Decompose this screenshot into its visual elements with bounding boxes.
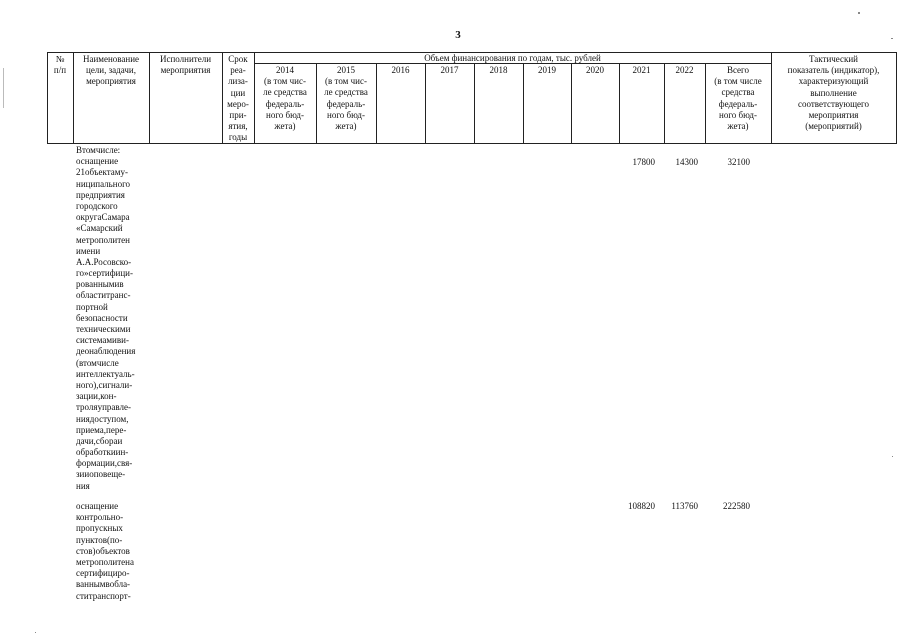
row-line [76,212,148,223]
word: сертифици- [88,268,133,279]
row-line [76,279,148,290]
row-line: техническими [76,324,131,334]
word: 21 [76,167,85,178]
word: Самара [101,212,130,223]
scan-speck [891,38,893,39]
row-line: портной [76,301,108,312]
header-text: ции [230,87,246,98]
row-line [76,380,148,391]
word: транспорт- [88,590,131,601]
row-line: ниципального [76,178,131,189]
row-line: деонаблюдения [76,346,136,357]
word: сбора [95,435,118,446]
word: оповеще- [89,469,126,480]
header-text: ного бюд- [327,109,365,120]
row-line: оснащение [76,501,119,511]
word: ного), [76,379,99,390]
header-year-2022: 2022 [675,65,694,75]
word: ванным [76,579,106,590]
header-year-2021: 2021 [632,65,651,75]
header-text: характеризующий [798,76,869,87]
header-funding-title: Объем финансирования по годам, тыс. рублей [424,53,601,63]
page-number: 3 [455,29,461,41]
row-line [76,335,148,346]
word: том [83,357,97,368]
row-line [76,358,148,369]
row-1-value-total: 32100 [727,157,750,167]
header-text: при- [229,110,247,121]
word: формации, [76,458,118,469]
row-line: имени [76,245,101,256]
word: рованными [76,279,120,290]
row-line [76,167,148,178]
header-text: Исполнители [159,54,212,64]
header-year-2017: 2017 [440,65,459,75]
scan-speck [3,68,4,108]
word: объекта [85,167,115,178]
row-line [76,591,148,602]
header-year-2014 [254,65,316,132]
header-text: (в том чис- [264,76,306,87]
row-2-value-total: 222580 [723,501,750,511]
row-1-value-2022: 14300 [675,157,698,167]
row-2-value-2022: 113760 [671,501,698,511]
word: округа [76,212,102,223]
header-text: федераль- [326,98,366,109]
row-line [76,436,148,447]
word: и [117,435,123,446]
word: области [76,290,107,301]
header-text: ного бюд- [266,109,304,120]
header-text: ятия, [228,121,248,132]
header-col-number [47,54,73,76]
header-text: мероприятия [86,76,136,87]
row-line [76,579,148,590]
header-year-2020: 2020 [586,65,604,75]
word: сигнали- [98,379,133,390]
row-line [76,546,148,557]
header-text: Тактический [808,54,859,64]
word: ин- [115,447,129,458]
row-line [76,414,148,425]
word: доступом, [89,413,129,424]
header-text: мероприятия [808,110,859,121]
header-indicator [771,54,896,132]
row-line [76,290,148,301]
word: ви- [116,335,129,346]
header-text: федераль- [265,98,305,109]
header-year-2016: 2016 [391,65,410,75]
header-text: № [55,54,65,64]
header-text: Наименование [82,54,140,64]
header-text: лиза- [228,76,248,87]
row-line [76,469,148,480]
row-line: «Самарский [76,223,123,234]
header-text: (в том чис- [325,76,367,87]
row-2-value-2021: 108820 [628,501,655,511]
word: му- [114,167,128,178]
scan-speck [35,632,36,633]
header-text: средства [721,87,755,98]
row-line [76,447,148,458]
header-text: (мероприятий) [805,121,862,132]
header-text: годы [228,132,248,143]
row-1-value-2021: 17800 [632,157,655,167]
word: транс- [106,290,131,301]
header-year-2018: 2018 [489,65,508,75]
word: и [84,469,90,480]
row-line: оснащение [76,156,119,167]
word: сти [76,590,89,601]
header-text: 2014 [276,65,294,75]
row-line [76,402,148,413]
header-text: показатель (индикатор), [787,65,880,76]
row-line: метрополитена [76,556,134,567]
word: управле- [97,402,131,413]
word: том [82,145,96,155]
scan-speck [892,456,893,457]
row-line [76,425,148,436]
word: зации, [76,391,101,402]
word: стов) [76,545,96,556]
word: (в [76,357,84,368]
word: кон- [100,391,117,402]
header-text: Всего [726,65,750,75]
header-text: жета) [335,121,357,132]
header-col-name [73,54,149,88]
header-total [705,65,771,132]
table-row-1-name [76,145,148,492]
row-line: контрольно- [76,512,124,523]
word: обла- [109,579,131,590]
word: системами [76,335,117,346]
header-text: меро- [227,98,249,109]
header-year-2015 [316,65,376,132]
header-bottom-border [47,143,897,144]
header-text: ле средства [263,87,307,98]
header-text: (в том числе [714,76,762,87]
header-text: п/п [53,65,67,76]
word: ния [76,413,90,424]
header-text: реа- [230,65,246,76]
scan-speck [858,12,860,14]
row-line: А.А.Росовско- [76,256,132,267]
header-text: 2015 [337,65,355,75]
col-border [896,52,897,144]
word: в [119,279,124,290]
header-text: соответствующего [797,98,870,109]
row-line: предприятия [76,189,125,200]
row-line: пропускных [76,523,123,534]
row-line [76,458,148,469]
word: го» [76,268,89,279]
row-line [76,535,148,546]
header-text: ле средства [324,87,368,98]
word: зи [76,469,85,480]
row-line: метрополитен [76,234,130,245]
word: троля [76,402,98,413]
word: пере- [106,424,127,435]
header-text: федераль- [718,98,758,109]
header-text: ного бюд- [719,109,757,120]
word: свя- [117,458,133,469]
header-text: мероприятия [160,65,211,76]
word: объектов [95,545,130,556]
word: числе: [95,145,121,155]
table-row-2-name [76,501,148,602]
header-col-executors [149,54,222,76]
header-year-2019: 2019 [538,65,556,75]
row-line [76,268,148,279]
word: дачи, [76,435,96,446]
row-line: ния [76,480,90,491]
header-text: жета) [274,121,296,132]
row-line: сертифициро- [76,568,130,579]
header-text: цели, задачи, [86,65,136,76]
word: пунктов [76,534,107,545]
header-text: выполнение [810,87,857,98]
word: числе [96,357,119,368]
row-line [76,391,148,402]
word: (по- [106,534,123,545]
word: приема, [76,424,107,435]
header-text: Срок [228,54,248,64]
row-line: интеллектуаль- [76,368,135,379]
row-line [76,145,148,156]
header-col-term [222,54,254,144]
row-line: городского [76,200,118,211]
word: в [105,579,110,590]
header-text: жета) [727,121,749,132]
word: В [76,145,83,155]
row-line: безопасности [76,312,128,323]
word: обработки [76,447,116,458]
